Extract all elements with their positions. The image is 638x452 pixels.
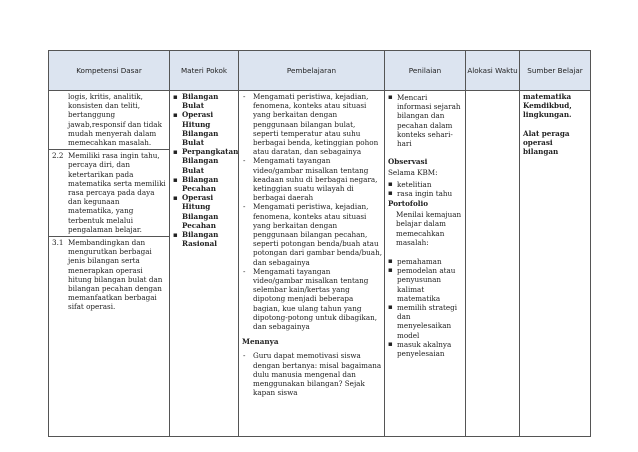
portofolio-list: [388, 256, 463, 358]
kd-text: Membandingkan dan mengurutkan berbagai jenis bilangan serta menerapkan operasi hitung bilangan bulat dan bilangan pecahan dengan memanfaatkan berbagai sifat operasi.: [68, 238, 163, 312]
materi-item: ▪ Bilangan Pecahan: [173, 175, 236, 193]
materi-list: [170, 91, 238, 248]
kd-number: 3.1: [52, 238, 64, 248]
materi-item: ▪ Operasi Hitung Bilangan Pecahan: [173, 193, 236, 230]
header-penilaian: Penilaian: [385, 51, 466, 91]
pembelajaran-item: - Mengamati peristiwa, kejadian, fenomena, konteks atau situasi yang berkaitan dengan penggunaan bilangan bulat, seperti temperatur atau suhu berbagai benda, ketinggian pohon atau daratan, dan sebagainya: [242, 92, 382, 156]
pembelajaran-item: - Mengamati tayangan video/gambar misalkan tentang selembar kain/kertas yang dipotong menjadi beberapa bagian, kue ulang tahun yang dipotong-potong untuk dibagikan, dan sebagainya: [242, 267, 382, 331]
materi-pokok-cell: [170, 91, 239, 437]
pembelajaran-item: - Mengamati tayangan video/gambar misalkan tentang keadaan suhu di berbagai negara, ketinggian suatu wilayah di berbagai daerah: [242, 156, 382, 202]
materi-item: ▪ Bilangan Bulat: [173, 92, 236, 110]
menanya-heading: Menanya: [242, 337, 279, 347]
menanya-list: [239, 350, 384, 397]
pembelajaran-cell: [239, 91, 385, 437]
menanya-item: - Guru dapat memotivasi siswa dengan bertanya: misal bagaimana dulu manusia mengenal dan menggunakan bilangan? Sejak kapan siswa: [242, 351, 382, 397]
observasi-heading: Observasi: [388, 157, 428, 167]
portofolio-item: ▪ memilih strategi dan menyelesaikan model: [388, 303, 461, 340]
penilaian-cell: [385, 91, 466, 437]
kd-item: [49, 237, 169, 314]
kd-item: [49, 150, 169, 237]
portofolio-item: ▪ masuk akalnya penyelesaian: [388, 340, 461, 358]
portofolio-item: ▪ pemodelan atau penyusunan kalimat matematika: [388, 266, 461, 303]
observasi-sub: Selama KBM:: [388, 168, 438, 178]
kd-continuation: logis, kritis, analitik, konsisten dan teliti, bertanggung jawab,responsif dan tidak mudah menyerah dalam memecahkan masalah.: [49, 91, 169, 150]
observasi-item: ▪ rasa ingin tahu: [388, 189, 461, 198]
header-row: [49, 51, 591, 91]
observasi-list: [388, 179, 463, 198]
header-pembelajaran: Pembelajaran: [239, 51, 385, 91]
header-materi-pokok: Materi Pokok: [170, 51, 239, 91]
pembelajaran-list: [239, 91, 384, 331]
kd-number: 2.2: [52, 151, 64, 161]
materi-item: ▪ Perpangkatan Bilangan Bulat: [173, 147, 236, 175]
sumber-line: Alat peraga operasi bilangan: [523, 128, 570, 157]
header-alokasi-waktu: Alokasi Waktu: [466, 51, 520, 91]
header-sumber-belajar: Sumber Belajar: [520, 51, 591, 91]
rpp-table: [48, 50, 591, 437]
penilaian-intro-list: [388, 92, 463, 148]
portofolio-heading: Portofolio: [388, 199, 429, 209]
materi-item: ▪ Bilangan Rasional: [173, 230, 236, 248]
sumber-belajar-cell: [520, 91, 591, 437]
sumber-line: matematika Kemdikbud, lingkungan.: [523, 92, 572, 120]
observasi-item: ▪ ketelitian: [388, 180, 461, 189]
portofolio-sub: Menilai kemajuan belajar dalam memecahkan masalah:: [396, 210, 462, 247]
portofolio-item: ▪ pemahaman: [388, 257, 461, 266]
materi-item: ▪ Operasi Hitung Bilangan Bulat: [173, 110, 236, 147]
header-kompetensi-dasar: Kompetensi Dasar: [49, 51, 170, 91]
penilaian-item: ▪ Mencari informasi sejarah bilangan dan pecahan dalam konteks sehari-hari: [388, 93, 461, 148]
pembelajaran-item: - Mengamati peristiwa, kejadian, fenomena, konteks atau situasi yang berkaitan dengan penggunaan bilangan pecahan, seperti potongan benda/buah atau potongan dari gambar benda/buah, dan sebagainya: [242, 202, 382, 266]
alokasi-waktu-cell: [466, 91, 520, 437]
kompetensi-dasar-cell: [49, 91, 170, 437]
kd-text: Memiliki rasa ingin tahu, percaya diri, dan ketertarikan pada matematika serta memiliki rasa percaya pada daya dan kegunaan matematika, yang terbentuk melalui pengalaman belajar.: [68, 151, 166, 234]
content-row: [49, 91, 591, 437]
